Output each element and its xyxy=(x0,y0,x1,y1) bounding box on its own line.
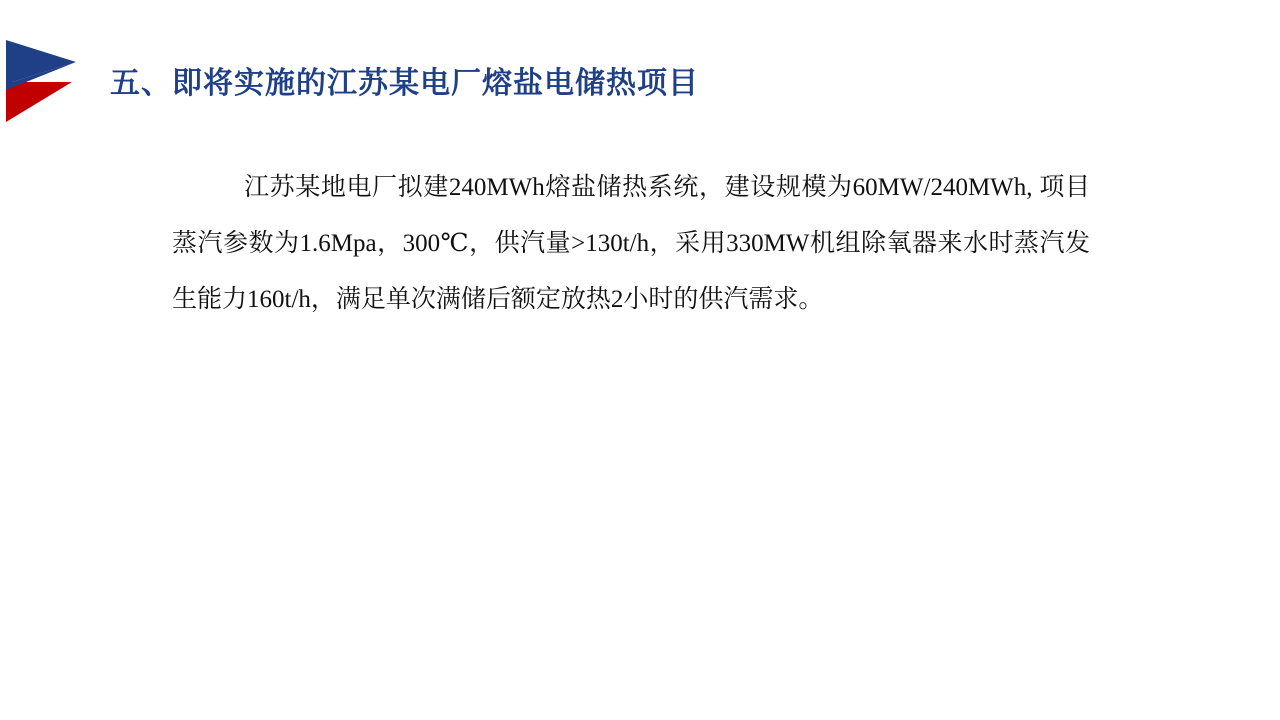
body-paragraph: 江苏某地电厂拟建240MWh熔盐储热系统，建设规模为60MW/240MWh, 项目蒸汽参数为1.6Mpa，300℃，供汽量>130t/h，采用330MW机组除氧器来水时蒸汽发生能力160t/h，满足单次满储后额定放热2小时的供汽需求。 xyxy=(172,174,1090,313)
body-content xyxy=(172,160,1090,328)
page-title: 五、即将实施的江苏某电厂熔盐电储热项目 xyxy=(110,67,699,100)
corner-arrow-mark-icon xyxy=(6,34,84,122)
